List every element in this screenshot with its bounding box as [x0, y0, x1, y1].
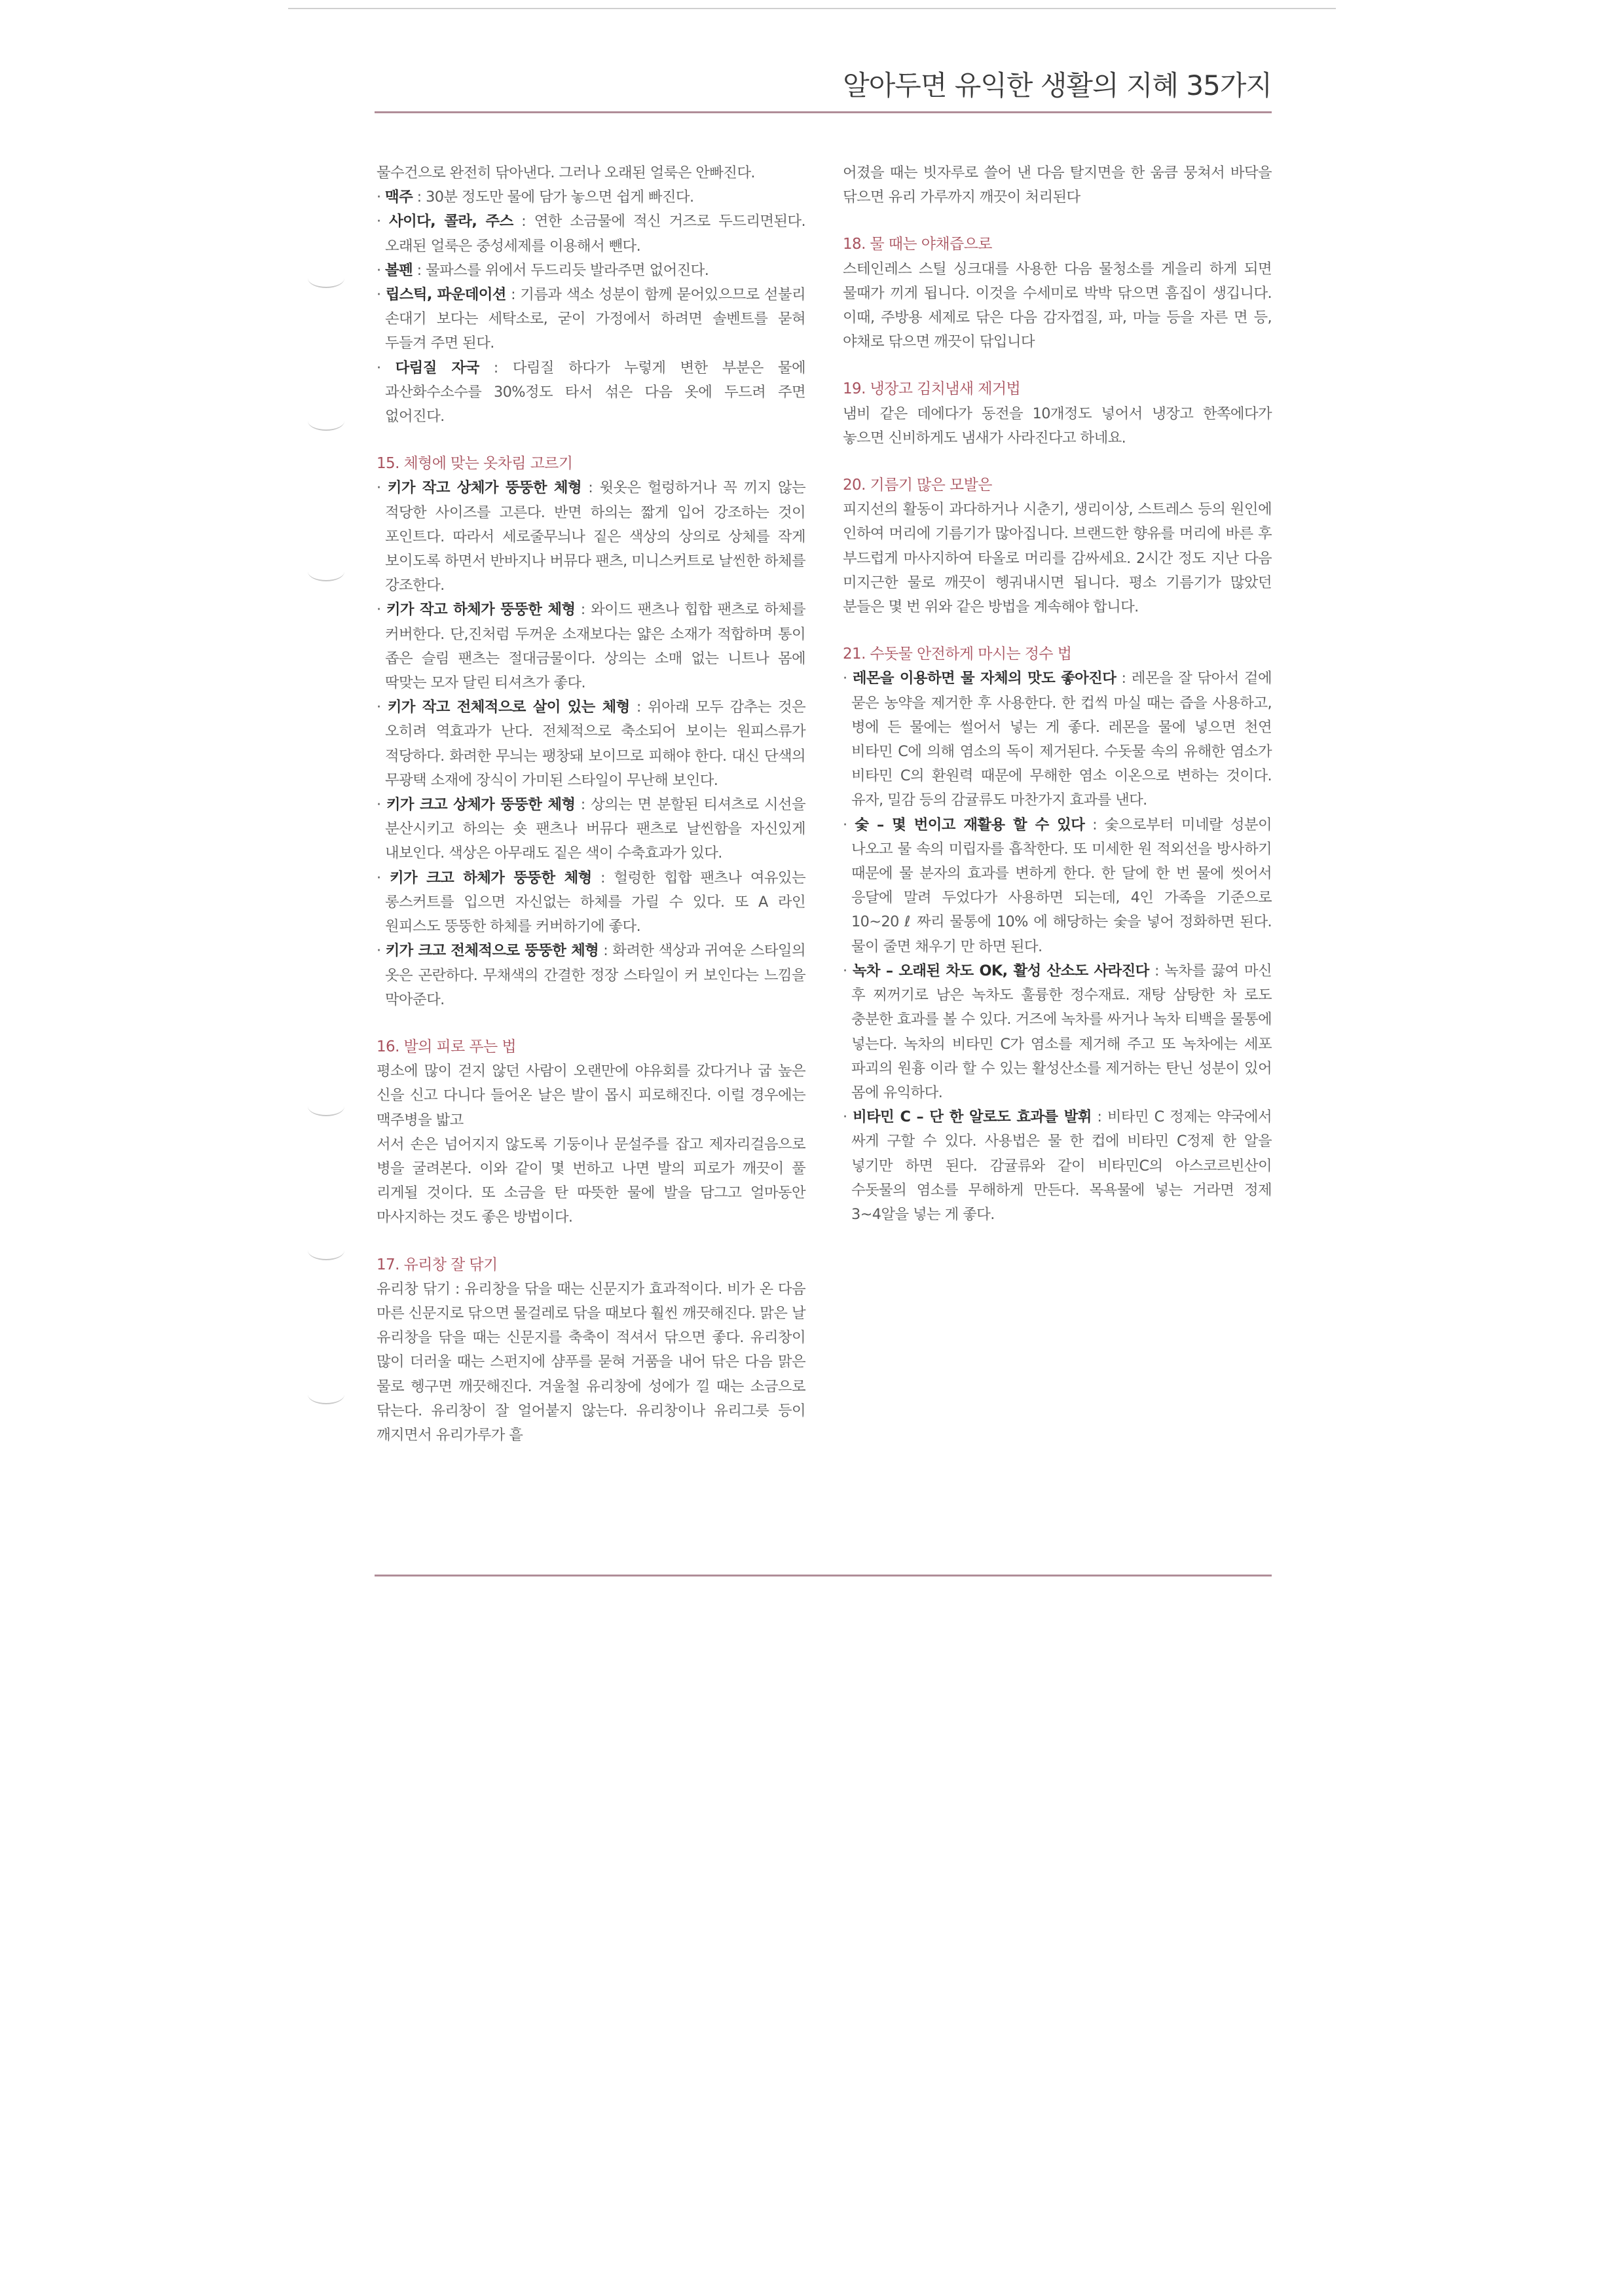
stain-removal-continued	[377, 161, 805, 429]
bullet-item: · 숯 – 몇 번이고 재활용 할 수 있다 : 숯으로부터 미네랄 성분이 나오고 물 속의 미립자를 흡착한다. 또 미세한 원 적외선을 방사하기 때문에 물 분자의 효과를 변하게 한다. 한 달에 한 번 물에 씻어서 응달에 말려 두었다가 사용하면 되는데, 4인 가족을 기준으로 10~20 ℓ 짜리 물통에 10% 에 해당하는 숯을 넣어 정화하면 된다. 물이 줄면 채우기 만 하면 된다.	[843, 816, 1272, 955]
section-16	[377, 1035, 805, 1230]
section-21	[843, 642, 1272, 1227]
section-heading: 17. 유리창 잘 닦기	[377, 1256, 498, 1273]
punch-hole-mark	[308, 1385, 344, 1404]
section-17-continued	[843, 161, 1272, 210]
paragraph: 스테인레스 스틸 싱크대를 사용한 다음 물청소를 게을리 하게 되면 물때가 끼게 됩니다. 이것을 수세미로 박박 닦으면 흠집이 생깁니다.이때, 주방용 세제로 닦은 다음 감자껍질, 파, 마늘 등을 자른 면 등,야채로 닦으면 깨끗이 닦입니다	[843, 260, 1272, 351]
bullet-item: · 키가 크고 전체적으로 뚱뚱한 체형 : 화려한 색상과 귀여운 스타일의 옷은 곤란하다. 무채색의 간결한 정장 스타일이 커 보인다는 느낌을 막아준다.	[377, 942, 805, 1008]
bullet-item: · 키가 작고 상체가 뚱뚱한 체형 : 윗옷은 헐렁하거나 꼭 끼지 않는 적당한 사이즈를 고른다. 반면 하의는 짧게 입어 강조하는 것이 포인트다. 따라서 세로줄무늬나 짙은 색상의 상의로 상체를 작게 보이도록 하면서 반바지나 버뮤다 팬츠, 미니스커트로 날씬한 하체를 강조한다.	[377, 479, 805, 594]
top-scan-rule	[288, 8, 1336, 9]
paragraph: 유리창 닦기 : 유리창을 닦을 때는 신문지가 효과적이다. 비가 온 다음 마른 신문지로 닦으면 물걸레로 닦을 때보다 훨씬 깨끗해진다. 맑은 날 유리창을 닦을 때는 신문지를 축축이 적셔서 닦으면 좋다. 유리창이 많이 더러울 때는 스펀지에 샴푸를 묻혀 거품을 내어 닦은 다음 맑은 물로 헹구면 깨끗해진다. 겨울철 유리창에 성에가 낄 때는 소금으로 닦는다. 유리창이 잘 얼어붙지 않는다. 유리창이나 유리그릇 등이 깨지면서 유리가루가 흩	[377, 1280, 805, 1444]
paragraph: 냄비 같은 데에다가 동전을 10개정도 넣어서 냉장고 한쪽에다가 놓으면 신비하게도 냄새가 사라진다고 하네요.	[843, 405, 1272, 446]
bullet-item: · 키가 작고 전체적으로 살이 있는 체형 : 위아래 모두 감추는 것은 오히려 역효과가 난다. 전체적으로 축소되어 보이는 원피스류가 적당하다. 화려한 무늬는 팽창돼 보이므로 피해야 한다. 대신 단색의 무광택 소재에 장식이 가미된 스타일이 무난해 보인다.	[377, 699, 805, 789]
paragraph: 서서 손은 넘어지지 않도록 기둥이나 문설주를 잡고 제자리걸음으로 병을 굴려본다. 이와 같이 몇 번하고 나면 발의 피로가 깨끗이 풀 리게될 것이다. 또 소금을 탄 따뜻한 물에 발을 담그고 얼마동안 마사지하는 것도 좋은 방법이다.	[377, 1135, 805, 1226]
section-heading: 18. 물 때는 야채즙으로	[843, 236, 992, 253]
section-heading: 19. 냉장고 김치냄새 제거법	[843, 380, 1021, 398]
punch-hole-mark	[308, 411, 344, 431]
punch-hole-mark	[308, 1241, 344, 1260]
bullet-item: · 레몬을 이용하면 물 자체의 맛도 좋아진다 : 레몬을 잘 닦아서 겉에 묻은 농약을 제거한 후 사용한다. 한 컵씩 마실 때는 즙을 사용하고, 병에 든 물에는 썰어서 넣는 게 좋다. 레몬을 물에 넣으면 천연 비타민 C에 의해 염소의 독이 제거된다. 수돗물 속의 유해한 염소가 비타민 C의 환원력 때문에 무해한 염소 이온으로 변하는 것이다. 유자, 밀감 등의 감귤류도 마찬가지 효과를 낸다.	[843, 670, 1272, 809]
footer-rule	[375, 1575, 1272, 1576]
bullet-item: · 키가 작고 하체가 뚱뚱한 체형 : 와이드 팬츠나 힙합 팬츠로 하체를 커버한다. 단,진처럼 두꺼운 소재보다는 얇은 소재가 적합하며 통이 좁은 슬림 팬츠는 절대금물이다. 상의는 소매 없는 니트나 몸에 딱맞는 모자 달린 티셔츠가 좋다.	[377, 601, 805, 692]
bullet-item: · 립스틱, 파운데이션 : 기름과 색소 성분이 함께 묻어있으므로 섣불리 손대기 보다는 세탁소로, 굳이 가정에서 하려면 솔벤트를 묻혀 두들겨 주면 된다.	[377, 286, 805, 352]
section-18	[843, 232, 1272, 354]
punch-hole-mark	[308, 268, 344, 288]
section-heading: 21. 수돗물 안전하게 마시는 정수 법	[843, 646, 1072, 663]
bullet-item: · 키가 크고 하체가 뚱뚱한 체형 : 헐렁한 힙합 팬츠나 여유있는 롱스커트를 입으면 자신없는 하체를 가릴 수 있다. 또 A 라인 원피스도 뚱뚱한 하체를 커버하기에 좋다.	[377, 869, 805, 936]
left-column	[377, 161, 805, 1470]
section-19	[843, 377, 1272, 450]
bullet-item: · 볼펜 : 물파스를 위에서 두드리듯 발라주면 없어진다.	[377, 261, 709, 279]
section-17	[377, 1253, 805, 1448]
header-rule	[375, 111, 1272, 113]
paragraph: 평소에 많이 걷지 않던 사람이 오랜만에 야유회를 갔다거나 굽 높은 신을 신고 다니다 들어온 날은 발이 몹시 피로해진다. 이럴 경우에는 맥주병을 밟고	[377, 1063, 805, 1129]
bullet-item: · 사이다, 콜라, 주스 : 연한 소금물에 적신 거즈로 두드리면된다. 오래된 얼룩은 중성세제를 이용해서 뺀다.	[377, 213, 805, 255]
bullet-item: · 맥주 : 30분 정도만 물에 담가 놓으면 쉽게 빠진다.	[377, 189, 694, 206]
punch-hole-mark	[308, 562, 344, 581]
page-title: 알아두면 유익한 생활의 지혜 35가지	[843, 69, 1272, 101]
bullet-item: · 다림질 자국 : 다림질 하다가 누렇게 변한 부분은 물에 과산화수소수를 30%정도 타서 섞은 다음 옷에 두드려 주면 없어진다.	[377, 359, 805, 426]
paragraph: 어졌을 때는 빗자루로 쓸어 낸 다음 탈지면을 한 움큼 뭉쳐서 바닥을 닦으면 유리 가루까지 깨끗이 처리된다	[843, 164, 1272, 206]
section-20	[843, 473, 1272, 619]
right-column	[843, 161, 1272, 1250]
bullet-item: · 녹차 – 오래된 차도 OK, 활성 산소도 사라진다 : 녹차를 끓여 마신 후 찌꺼기로 남은 녹차도 훌륭한 정수재료. 재탕 삼탕한 차 로도 충분한 효과를 볼 수 있다. 거즈에 녹차를 싸거나 녹차 티백을 물통에 넣는다. 녹차의 비타민 C가 염소를 제거해 주고 또 녹차에는 세포 파괴의 원흉 이라 할 수 있는 활성산소를 제거하는 탄닌 성분이 있어 몸에 유익하다.	[843, 962, 1272, 1101]
punch-hole-mark	[308, 1097, 344, 1116]
section-15	[377, 452, 805, 1012]
bullet-item: · 비타민 C – 단 한 알로도 효과를 발휘 : 비타민 C 정제는 약국에서 싸게 구할 수 있다. 사용법은 물 한 컵에 비타민 C정제 한 알을 넣기만 하면 된다. 감귤류와 같이 비타민C의 아스코르빈산이 수돗물의 염소를 무해하게 만든다. 목욕물에 넣는 거라면 정제 3~4알을 넣는 게 좋다.	[843, 1108, 1272, 1223]
section-heading: 16. 발의 피로 푸는 법	[377, 1038, 516, 1055]
bullet-item: · 키가 크고 상체가 뚱뚱한 체형 : 상의는 면 분할된 티셔츠로 시선을 분산시키고 하의는 숏 팬츠나 버뮤다 팬츠로 날씬함을 자신있게 내보인다. 색상은 아무래도 짙은 색이 수축효과가 있다.	[377, 796, 805, 862]
paragraph: 피지선의 활동이 과다하거나 시춘기, 생리이상, 스트레스 등의 원인에 인하여 머리에 기름기가 많아집니다. 브랜드한 향유를 머리에 바른 후 부드럽게 마사지하여 타올로 머리를 감싸세요. 2시간 정도 지난 다음 미지근한 물로 깨끗이 헹궈내시면 됩니다. 평소 기름기가 많았던 분들은 몇 번 위와 같은 방법을 계속해야 합니다.	[843, 501, 1272, 616]
section-heading: 15. 체형에 맞는 옷차림 고르기	[377, 455, 573, 473]
section-heading: 20. 기름기 많은 모발은	[843, 477, 992, 494]
paragraph: 물수건으로 완전히 닦아낸다. 그러나 오래된 얼룩은 안빠진다.	[377, 164, 755, 181]
